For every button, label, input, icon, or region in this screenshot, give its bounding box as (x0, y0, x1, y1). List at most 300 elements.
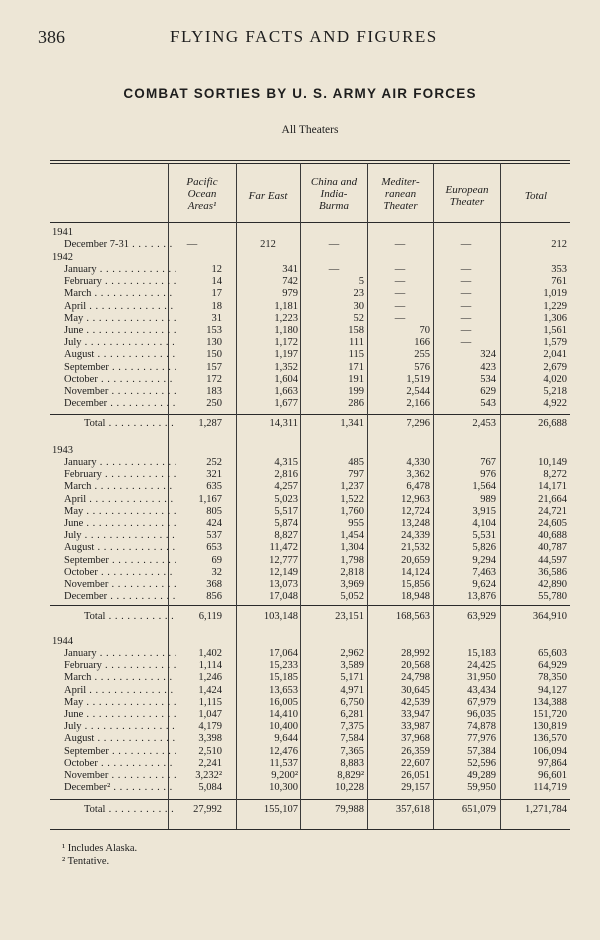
table-subtitle: All Theaters (281, 124, 339, 136)
cell-mediterranean: 24,798 (401, 672, 430, 684)
cell-total: 4,922 (543, 398, 567, 410)
row-label: January . . . (64, 648, 176, 660)
cell-mediterranean: 2,166 (406, 398, 430, 410)
cell-mediterranean: 166 (414, 337, 430, 349)
cell-pacific: 1,114 (198, 660, 222, 672)
cell-european: 31,950 (467, 672, 496, 684)
cell-total: 64,929 (538, 660, 567, 672)
table-row (52, 555, 570, 567)
table-row (52, 518, 570, 530)
cell-mediterranean: 7,296 (406, 418, 430, 429)
cell-cbi: 6,750 (340, 696, 364, 708)
cell-far-east: 2,816 (274, 469, 298, 481)
cell-pacific: 856 (206, 591, 222, 603)
cell-cbi: 2,818 (340, 566, 364, 578)
cell-far-east: 5,023 (274, 493, 298, 505)
row-label: August . . . (64, 349, 176, 361)
cell-european: 5,826 (472, 542, 496, 554)
cell-cbi: 8,883 (340, 757, 364, 769)
cell-pacific: 3,232² (195, 770, 222, 781)
cell-european: 7,463 (472, 566, 496, 578)
row-label: June . . . (64, 709, 176, 721)
cell-total: 78,350 (538, 672, 567, 684)
cell-total: 26,688 (538, 418, 567, 429)
cell-european: 59,950 (467, 782, 496, 794)
cell-total: 130,819 (532, 721, 567, 733)
cell-mediterranean: 37,968 (401, 733, 430, 745)
cell-mediterranean: — (394, 264, 406, 275)
row-label: Total . . . (84, 418, 176, 430)
cell-total: 65,603 (538, 648, 567, 659)
cell-european: 324 (480, 349, 496, 361)
cell-mediterranean: 13,248 (401, 518, 430, 529)
col-header-total: Total (524, 190, 548, 202)
year-label-1941: 1941 (52, 227, 73, 238)
cell-total: 36,586 (538, 566, 567, 578)
table-row (52, 746, 570, 758)
cell-european: 74,878 (467, 721, 496, 733)
table-row (52, 672, 570, 684)
cell-pacific: 252 (206, 457, 222, 468)
cell-cbi: 171 (348, 361, 364, 373)
row-label: May . . . (64, 697, 176, 709)
cell-far-east: 4,315 (274, 457, 298, 468)
cell-far-east: 1,604 (274, 373, 298, 385)
row-label: February . . . (64, 469, 176, 481)
row-label: July . . . (64, 337, 176, 349)
row-label: December . . . (64, 398, 176, 410)
cell-far-east: 5,874 (274, 518, 298, 529)
row-label: November . . . (64, 579, 176, 591)
cell-pacific: 5,084 (198, 782, 222, 794)
table-row (52, 337, 570, 349)
col-header-european: European Theater (445, 184, 489, 208)
cell-european: — (460, 312, 472, 324)
rule-1943-total (50, 605, 570, 606)
total-row (52, 418, 570, 430)
cell-total: 136,570 (532, 733, 567, 745)
cell-far-east: 10,400 (269, 721, 298, 733)
row-label: July . . . (64, 530, 176, 542)
cell-european: — (460, 325, 472, 336)
cell-european: 24,425 (467, 660, 496, 672)
row-label: April . . . (64, 494, 176, 506)
row-label: June . . . (64, 325, 176, 337)
cell-european: 67,979 (467, 696, 496, 708)
cell-pacific: 4,179 (198, 721, 222, 733)
cell-mediterranean: 576 (414, 361, 430, 373)
cell-cbi: 1,798 (340, 554, 364, 566)
table-row (52, 758, 570, 770)
cell-far-east: 11,537 (269, 757, 298, 769)
cell-far-east: 1,223 (274, 312, 298, 324)
cell-pacific: 172 (206, 373, 222, 385)
cell-cbi: 1,237 (340, 481, 364, 493)
cell-pacific: 18 (211, 300, 222, 312)
cell-mediterranean: — (394, 276, 406, 288)
footnote-1: ¹ Includes Alaska. (62, 843, 138, 854)
cell-european: 15,183 (467, 648, 496, 659)
cell-total: 40,787 (538, 542, 567, 554)
cell-mediterranean: 22,607 (401, 757, 430, 769)
table-row (52, 313, 570, 325)
table-row (52, 325, 570, 337)
cell-pacific: 250 (206, 398, 222, 410)
cell-mediterranean: 26,359 (401, 745, 430, 757)
cell-mediterranean: — (394, 312, 406, 324)
row-label: August . . . (64, 542, 176, 554)
row-label: January . . . (64, 457, 176, 469)
table-row (52, 697, 570, 709)
cell-pacific: 183 (206, 386, 222, 397)
cell-european: — (460, 264, 472, 275)
cell-far-east: 11,472 (269, 542, 298, 554)
table-row (52, 264, 570, 276)
cell-far-east: 155,107 (263, 804, 298, 815)
table-row (52, 567, 570, 579)
header-rule (50, 222, 570, 223)
table-row (52, 591, 570, 603)
top-rule-1 (50, 160, 570, 161)
cell-european: 52,596 (467, 757, 496, 769)
row-label: August . . . (64, 733, 176, 745)
cell-european: 9,624 (472, 579, 496, 590)
table-row (52, 770, 570, 782)
cell-pacific: 32 (211, 566, 222, 578)
cell-cbi: 7,365 (340, 745, 364, 757)
row-label: February . . . (64, 276, 176, 288)
table-row (52, 721, 570, 733)
cell-pacific: 424 (206, 518, 222, 529)
cell-pacific: 368 (206, 579, 222, 590)
page-number: 386 (38, 27, 65, 47)
cell-cbi: 5,052 (340, 591, 364, 603)
table-row (52, 782, 570, 794)
cell-total: 8,272 (543, 469, 567, 481)
cell-european: 77,976 (467, 733, 496, 745)
cell-mediterranean: 14,124 (401, 566, 430, 578)
year-label-1942: 1942 (52, 252, 73, 263)
row-label: October . . . (64, 374, 176, 386)
cell-mediterranean: 12,724 (401, 505, 430, 517)
cell-mediterranean: — (394, 288, 406, 300)
cell-cbi: 191 (348, 373, 364, 385)
cell-cbi: 23,151 (335, 611, 364, 622)
cell-total: 10,149 (538, 457, 567, 468)
cell-european: 3,915 (472, 505, 496, 517)
cell-total: 1,229 (543, 300, 567, 312)
cell-mediterranean: 33,987 (401, 721, 430, 733)
table-row (52, 457, 570, 469)
year-label-1944: 1944 (52, 636, 73, 647)
cell-european: — (460, 276, 472, 288)
cell-pacific: 17 (211, 288, 222, 300)
cell-cbi: 3,589 (340, 660, 364, 672)
cell-pacific: 321 (206, 469, 222, 481)
cell-european: 13,876 (467, 591, 496, 603)
cell-pacific: 1,047 (198, 709, 222, 720)
cell-total: 97,864 (538, 757, 567, 769)
cell-cbi: 1,760 (340, 505, 364, 517)
cell-pacific: — (186, 239, 198, 250)
cell-cbi: — (328, 264, 340, 275)
cell-cbi: 485 (348, 457, 364, 468)
cell-european: 976 (480, 469, 496, 481)
table-row (52, 469, 570, 481)
cell-far-east: 9,644 (274, 733, 298, 745)
cell-cbi: — (328, 239, 340, 250)
cell-far-east: 1,677 (274, 398, 298, 410)
cell-pacific: 27,992 (193, 804, 222, 815)
cell-total: 42,890 (538, 579, 567, 590)
row-label: June . . . (64, 518, 176, 530)
cell-far-east: 10,300 (269, 782, 298, 794)
cell-european: — (460, 288, 472, 300)
row-label: September . . . (64, 555, 176, 567)
cell-pacific: 3,398 (198, 733, 222, 745)
cell-pacific: 1,246 (198, 672, 222, 684)
rule-1942-total (50, 414, 570, 415)
row-label: February . . . (64, 660, 176, 672)
cell-far-east: 1,352 (274, 361, 298, 373)
row-label: September . . . (64, 746, 176, 758)
cell-far-east: 12,149 (269, 566, 298, 578)
cell-pacific: 69 (211, 554, 222, 566)
rule-1944-total (50, 799, 570, 800)
cell-mediterranean: 12,963 (401, 493, 430, 505)
cell-total: 114,719 (533, 782, 567, 794)
cell-total: 96,601 (538, 770, 567, 781)
cell-mediterranean: 357,618 (395, 804, 430, 815)
cell-pacific: 805 (206, 505, 222, 517)
cell-cbi: 1,522 (340, 493, 364, 505)
table-row (52, 685, 570, 697)
cell-total: 2,679 (543, 361, 567, 373)
cell-far-east: 9,200² (271, 770, 298, 781)
cell-pacific: 2,510 (198, 745, 222, 757)
cell-pacific: 537 (206, 530, 222, 542)
cell-mediterranean: 18,948 (401, 591, 430, 603)
cell-mediterranean: 26,051 (401, 770, 430, 781)
row-label: March . . . (64, 288, 176, 300)
cell-total: 24,721 (538, 505, 567, 517)
cell-european: 989 (480, 493, 496, 505)
cell-far-east: 979 (282, 288, 298, 300)
cell-cbi: 1,454 (340, 530, 364, 542)
cell-cbi: 6,281 (340, 709, 364, 720)
cell-total: 5,218 (543, 386, 567, 397)
table-row (52, 542, 570, 554)
row-label: November . . . (64, 386, 176, 398)
cell-mediterranean: 28,992 (401, 648, 430, 659)
cell-mediterranean: 33,947 (401, 709, 430, 720)
cell-total: 21,664 (538, 493, 567, 505)
cell-mediterranean: 255 (414, 349, 430, 361)
cell-european: 96,035 (467, 709, 496, 720)
cell-far-east: 1,663 (274, 386, 298, 397)
cell-far-east: 212 (260, 239, 276, 250)
row-label: October . . . (64, 567, 176, 579)
cell-total: 4,020 (543, 373, 567, 385)
cell-european: 651,079 (461, 804, 496, 815)
cell-total: 761 (551, 276, 567, 288)
cell-far-east: 15,233 (269, 660, 298, 672)
cell-mediterranean: 1,519 (406, 373, 430, 385)
cell-total: 353 (551, 264, 567, 275)
table-row (52, 733, 570, 745)
cell-cbi: 3,969 (340, 579, 364, 590)
cell-far-east: 12,777 (269, 554, 298, 566)
cell-european: 9,294 (472, 554, 496, 566)
cell-mediterranean: 21,532 (401, 542, 430, 554)
cell-mediterranean: 3,362 (406, 469, 430, 481)
cell-mediterranean: 4,330 (406, 457, 430, 468)
cell-cbi: 4,971 (340, 684, 364, 696)
cell-european: 534 (480, 373, 496, 385)
cell-cbi: 30 (353, 300, 364, 312)
cell-mediterranean: 6,478 (406, 481, 430, 493)
cell-european: 43,434 (467, 684, 496, 696)
cell-european: 4,104 (472, 518, 496, 529)
cell-cbi: 1,304 (340, 542, 364, 554)
cell-total: 44,597 (538, 554, 567, 566)
cell-total: 94,127 (538, 684, 567, 696)
cell-pacific: 153 (206, 325, 222, 336)
cell-cbi: 955 (348, 518, 364, 529)
cell-far-east: 14,311 (269, 418, 298, 429)
cell-cbi: 111 (349, 337, 364, 349)
cell-european: 629 (480, 386, 496, 397)
cell-pacific: 1,167 (198, 493, 222, 505)
cell-total: 24,605 (538, 518, 567, 529)
col-header-far-east: Far East (248, 190, 288, 202)
cell-pacific: 653 (206, 542, 222, 554)
cell-far-east: 17,064 (269, 648, 298, 659)
cell-mediterranean: 168,563 (395, 611, 430, 622)
row-label: December 7-31 . . . (64, 239, 176, 251)
row-label: September . . . (64, 362, 176, 374)
cell-mediterranean: 42,539 (401, 696, 430, 708)
cell-european: 5,531 (472, 530, 496, 542)
cell-european: 49,289 (467, 770, 496, 781)
cell-total: 1,579 (543, 337, 567, 349)
row-label: January . . . (64, 264, 176, 276)
cell-european: — (460, 300, 472, 312)
row-label: December² . . . (64, 782, 176, 794)
cell-total: 1,306 (543, 312, 567, 324)
cell-pacific: 635 (206, 481, 222, 493)
cell-pacific: 2,241 (198, 757, 222, 769)
col-header-mediterranean: Mediter- ranean Theater (381, 176, 420, 212)
cell-mediterranean: 70 (419, 325, 430, 336)
cell-cbi: 199 (348, 386, 364, 397)
cell-far-east: 1,181 (274, 300, 298, 312)
cell-pacific: 12 (211, 264, 222, 275)
total-row (52, 804, 570, 816)
cell-european: 1,564 (472, 481, 496, 493)
cell-far-east: 8,827 (274, 530, 298, 542)
table-row (52, 579, 570, 591)
table-row (52, 648, 570, 660)
cell-far-east: 1,197 (274, 349, 298, 361)
cell-mediterranean: 29,157 (401, 782, 430, 794)
cell-european: 423 (480, 361, 496, 373)
cell-total: 151,720 (532, 709, 567, 720)
table-row (52, 239, 570, 251)
table-row (52, 494, 570, 506)
cell-mediterranean: 20,659 (401, 554, 430, 566)
cell-pacific: 157 (206, 361, 222, 373)
cell-european: 767 (480, 457, 496, 468)
table-title: COMBAT SORTIES BY U. S. ARMY AIR FORCES (123, 86, 477, 101)
cell-pacific: 1,402 (198, 648, 222, 659)
cell-total: 40,688 (538, 530, 567, 542)
cell-far-east: 742 (282, 276, 298, 288)
running-head: FLYING FACTS AND FIGURES (170, 27, 438, 46)
cell-european: — (460, 239, 472, 250)
year-label-1943: 1943 (52, 445, 73, 456)
cell-total: 364,910 (532, 611, 567, 622)
cell-cbi: 2,962 (340, 648, 364, 659)
table-row (52, 481, 570, 493)
cell-far-east: 13,653 (269, 684, 298, 696)
footnote-2: ² Tentative. (62, 856, 110, 867)
total-row (52, 611, 570, 623)
cell-mediterranean: — (394, 300, 406, 312)
cell-total: 1,271,784 (525, 804, 567, 815)
cell-european: — (460, 337, 472, 349)
table-row (52, 374, 570, 386)
cell-cbi: 8,829² (337, 770, 364, 781)
col-header-china-india-burma: China and India- Burma (310, 176, 358, 212)
cell-total: 134,388 (532, 696, 567, 708)
cell-pacific: 31 (211, 312, 222, 324)
table-row (52, 301, 570, 313)
cell-far-east: 13,073 (269, 579, 298, 590)
cell-mediterranean: 30,645 (401, 684, 430, 696)
bottom-rule (50, 829, 570, 830)
row-label: Total . . . (84, 611, 176, 623)
cell-cbi: 7,584 (340, 733, 364, 745)
cell-cbi: 79,988 (335, 804, 364, 815)
cell-far-east: 16,005 (269, 696, 298, 708)
cell-mediterranean: 2,544 (406, 386, 430, 397)
cell-pacific: 6,119 (198, 611, 222, 622)
cell-cbi: 52 (353, 312, 364, 324)
cell-far-east: 341 (282, 264, 298, 275)
cell-far-east: 103,148 (263, 611, 298, 622)
row-label: April . . . (64, 685, 176, 697)
table-row (52, 660, 570, 672)
cell-cbi: 115 (348, 349, 364, 361)
cell-cbi: 23 (353, 288, 364, 300)
cell-total: 1,561 (543, 325, 567, 336)
cell-total: 55,780 (538, 591, 567, 603)
cell-european: 2,453 (472, 418, 496, 429)
cell-mediterranean: 20,568 (401, 660, 430, 672)
row-label: November . . . (64, 770, 176, 782)
cell-far-east: 14,410 (269, 709, 298, 720)
table-row (52, 386, 570, 398)
col-header-pacific: Pacific Ocean Areas¹ (186, 176, 218, 212)
cell-far-east: 5,517 (274, 505, 298, 517)
cell-pacific: 1,115 (198, 696, 222, 708)
cell-cbi: 5 (358, 276, 364, 288)
cell-cbi: 158 (348, 325, 364, 336)
cell-cbi: 5,171 (340, 672, 364, 684)
row-label: December . . . (64, 591, 176, 603)
row-label: March . . . (64, 672, 176, 684)
